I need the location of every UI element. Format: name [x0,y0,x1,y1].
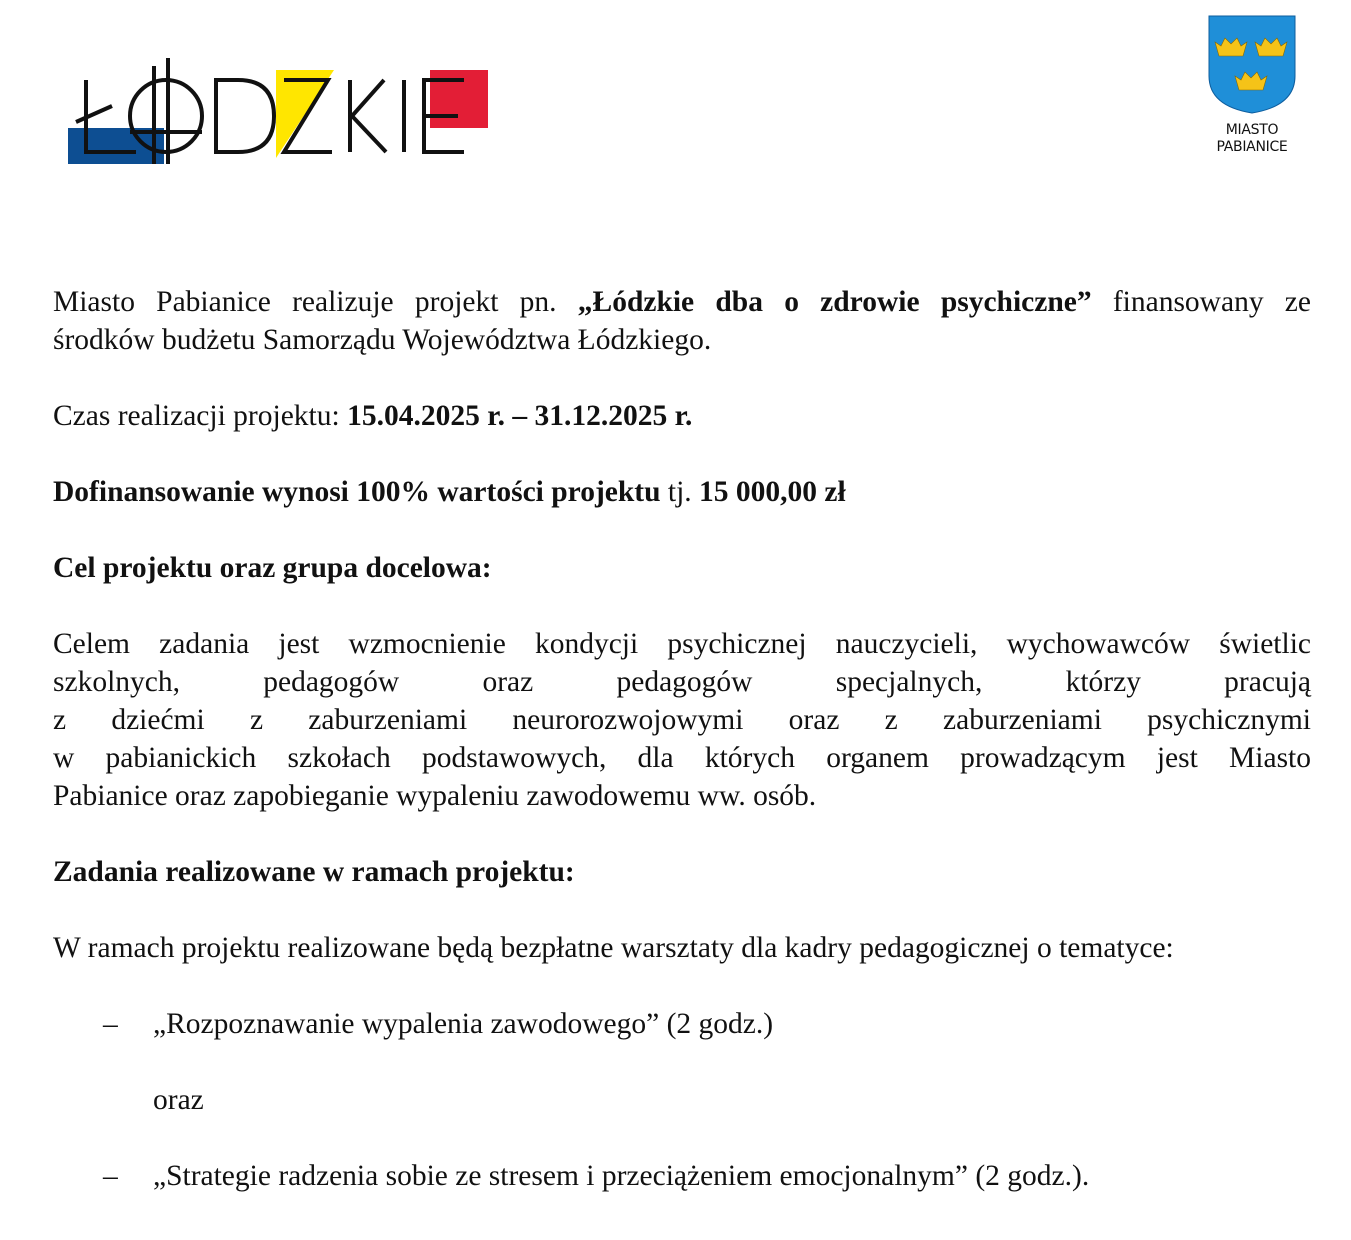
dash-bullet-icon: – [103,1008,118,1040]
intro-line-1 [53,283,1311,321]
period-line [53,397,1311,435]
workshop-list-2 [53,1157,1311,1195]
funding-label: Dofinansowanie wynosi 100% wartości projektu [53,476,661,508]
goal-line: z dziećmi z zaburzeniami neurorozwojowymi oraz z zaburzeniami psychicznymi [53,704,1311,736]
tasks-intro: W ramach projektu realizowane będą bezpłatne warsztaty dla kadry pedagogicznej o tematyce: [53,932,1174,964]
list-item [53,1005,1311,1043]
workshop-title: „Strategie radzenia sobie ze stresem i przeciążeniem emocjonalnym” (2 godz.). [153,1160,1090,1192]
intro-text: Miasto Pabianice realizuje projekt pn. [53,286,578,318]
goal-line: szkolnych, pedagogów oraz pedagogów specjalnych, którzy pracują [53,666,1311,698]
pabianice-logo [1204,14,1300,164]
lodzkie-logo [66,56,492,168]
funding-line [53,473,1311,511]
project-name: „Łódzkie dba o zdrowie psychiczne” [577,286,1092,318]
dash-bullet-icon: – [103,1160,118,1192]
tasks-heading: Zadania realizowane w ramach projektu: [53,856,575,888]
period-value: 15.04.2025 r. – 31.12.2025 r. [347,400,693,432]
intro-line-2: środków budżetu Samorządu Województwa Łódzkiego. [53,324,712,356]
list-connector: oraz [153,1084,204,1116]
coat-of-arms-icon [1207,14,1297,114]
intro-text-after: finansowany ze [1091,286,1311,318]
intro-paragraph [53,283,1311,359]
period-label: Czas realizacji projektu: [53,400,348,432]
goal-line: w pabianickich szkołach podstawowych, dla których organem prowadzącym jest Miasto [53,742,1311,774]
caption-line-2: PABIANICE [1216,139,1288,155]
city-caption [1204,122,1300,156]
workshop-title: „Rozpoznawanie wypalenia zawodowego” (2 godz.) [153,1008,774,1040]
goal-heading: Cel projektu oraz grupa docelowa: [53,552,492,584]
funding-amount: 15 000,00 zł [699,476,846,508]
list-item [53,1157,1311,1195]
lodzkie-logo-graphic [66,56,492,168]
caption-line-1: MIASTO [1225,122,1279,138]
document-body [53,283,1311,1195]
workshop-list [53,1005,1311,1043]
goal-line: Pabianice oraz zapobieganie wypaleniu zawodowemu ww. osób. [53,780,817,812]
goal-line: Celem zadania jest wzmocnienie kondycji psychicznej nauczycieli, wychowawców świetlic [53,628,1311,660]
funding-connector: tj. [660,476,700,508]
goal-paragraph [53,625,1311,815]
